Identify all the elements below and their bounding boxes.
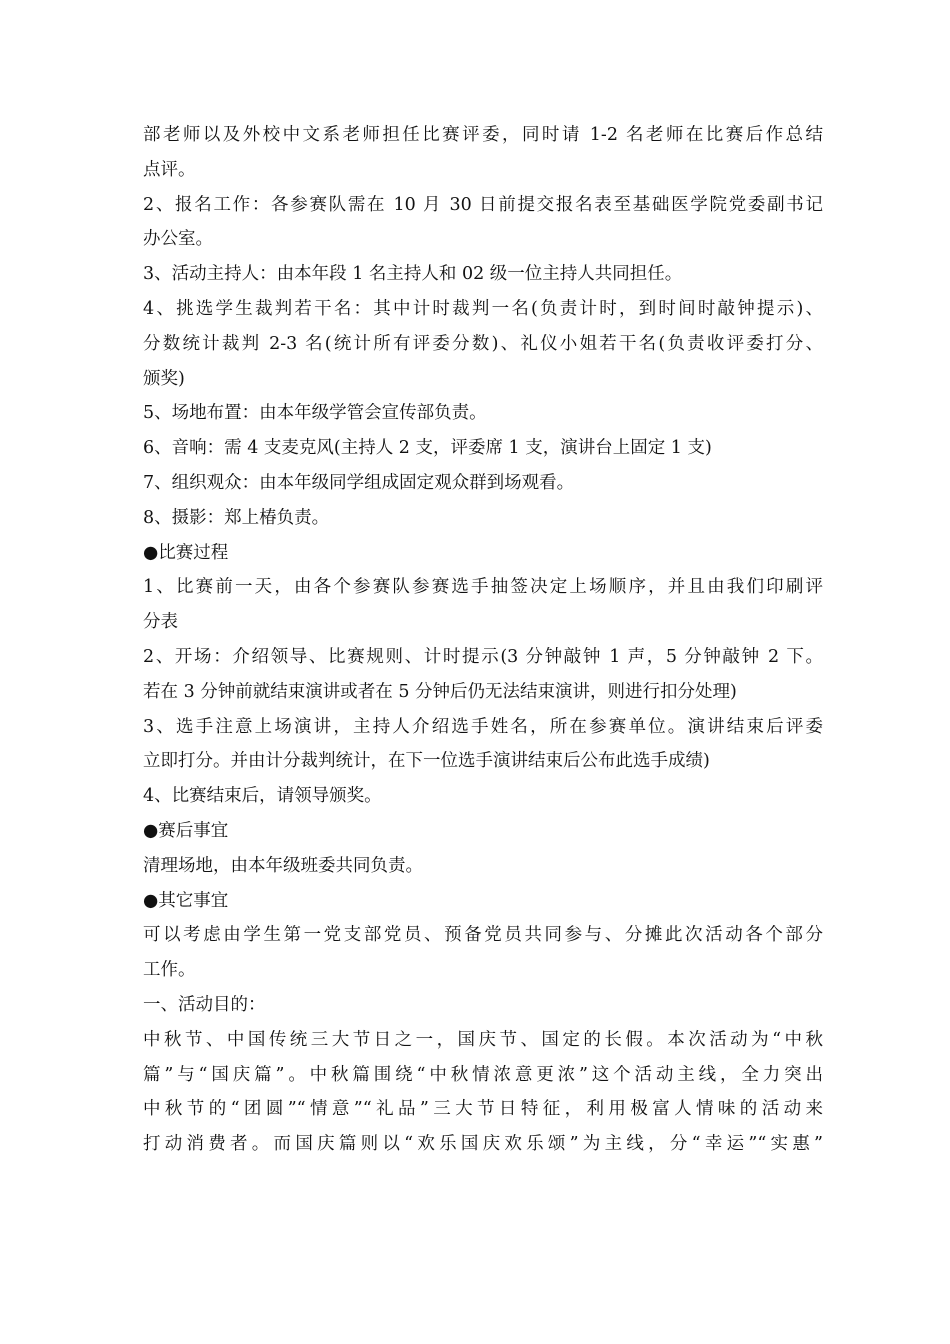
text-line: 2、报名工作：各参赛队需在 10 月 30 日前提交报名表至基础医学院党委副书记: [143, 194, 823, 215]
text-line: 办公室。: [143, 229, 213, 250]
text-line: 2、开场：介绍领导、比赛规则、计时提示(3 分钟敲钟 1 声，5 分钟敲钟 2 下。: [143, 646, 823, 667]
text-line: 立即打分。并由计分裁判统计，在下一位选手演讲结束后公布此选手成绩): [143, 751, 710, 772]
text-line: 分数统计裁判 2-3 名(统计所有评委分数)、礼仪小姐若干名(负责收评委打分、: [143, 333, 823, 354]
text-line: 清理场地，由本年级班委共同负责。: [143, 855, 423, 876]
text-line: 3、选手注意上场演讲，主持人介绍选手姓名，所在参赛单位。演讲结束后评委: [143, 716, 823, 737]
text-line: 篇”与“国庆篇”。中秋篇围绕“中秋情浓意更浓”这个活动主线，全力突出: [143, 1064, 823, 1085]
text-line: 点评。: [143, 159, 196, 180]
section-heading: ●赛后事宜: [143, 820, 229, 841]
text-line: 8、摄影：郑上椿负责。: [143, 507, 330, 528]
text-line: 4、比赛结束后，请领导颁奖。: [143, 786, 382, 807]
section-heading: ●其它事宜: [143, 890, 229, 911]
text-line: 中秋节、中国传统三大节日之一，国庆节、国定的长假。本次活动为“中秋: [143, 1029, 823, 1050]
text-line: 7、组织观众：由本年级同学组成固定观众群到场观看。: [143, 472, 575, 493]
section-heading: 一、活动目的：: [143, 994, 266, 1015]
text-line: 若在 3 分钟前就结束演讲或者在 5 分钟后仍无法结束演讲，则进行扣分处理): [143, 681, 737, 702]
text-line: 颁奖): [143, 368, 185, 389]
text-line: 部老师以及外校中文系老师担任比赛评委，同时请 1-2 名老师在比赛后作总结: [143, 125, 823, 145]
document-body: [143, 118, 823, 1162]
section-heading: ●比赛过程: [143, 542, 229, 563]
text-line: 分表: [143, 612, 178, 633]
text-line: 可以考虑由学生第一党支部党员、预备党员共同参与、分摊此次活动各个部分: [143, 925, 823, 946]
text-line: 4、挑选学生裁判若干名：其中计时裁判一名(负责计时，到时间时敲钟提示)、: [143, 298, 823, 319]
text-line: 工作。: [143, 960, 196, 981]
text-line: 3、活动主持人：由本年段 1 名主持人和 02 级一位主持人共同担任。: [143, 264, 683, 285]
text-line: 1、比赛前一天，由各个参赛队参赛选手抽签决定上场顺序，并且由我们印刷评: [143, 577, 823, 598]
text-line: 6、音响：需 4 支麦克风(主持人 2 支，评委席 1 支，演讲台上固定 1 支): [143, 438, 712, 459]
text-line: 打动消费者。而国庆篇则以“欢乐国庆欢乐颂”为主线，分“幸运”“实惠”: [143, 1134, 823, 1155]
text-line: 5、场地布置：由本年级学管会宣传部负责。: [143, 403, 487, 424]
text-line: 中秋节的“团圆”“情意”“礼品”三大节日特征，利用极富人情味的活动来: [143, 1099, 823, 1120]
